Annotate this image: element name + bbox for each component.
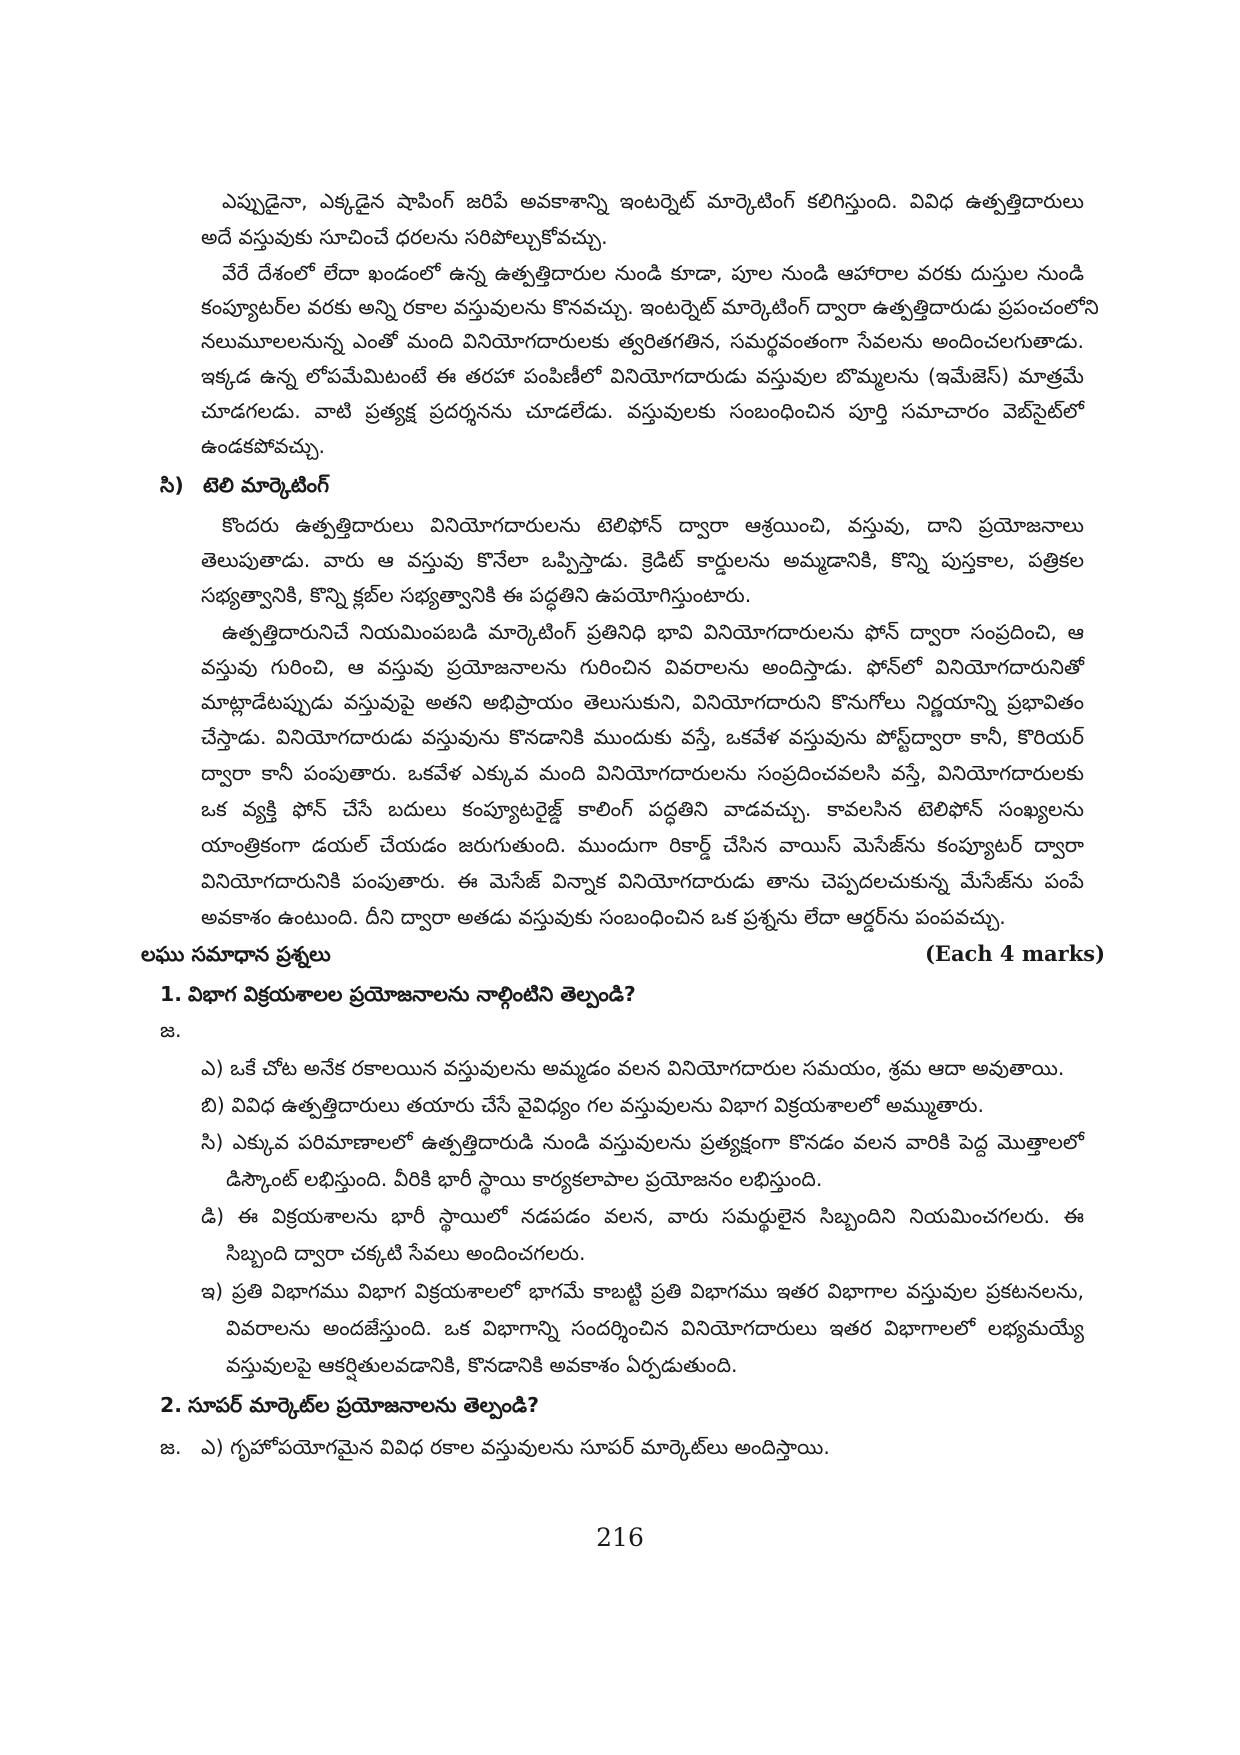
- question-1-answer-label: జ.: [160, 1018, 182, 1042]
- paragraph-4-line-2: వస్తువు గురించి, ఆ వస్తువు ప్రయోజనాలను గురించిన వివరాలను అందిస్తాడు. ఫోన్‌లో వినియోగదారునితో: [201, 655, 1084, 679]
- paragraph-1-line-1: ఎప్పుడైనా, ఎక్కడైన షాపింగ్ జరిపే అవకాశాన్ని ఇంటర్నెట్ మార్కెటింగ్ కలిగిస్తుంది. వివిధ ఉత్పత్తిదారులు: [222, 189, 1084, 213]
- paragraph-4-line-7: యాంత్రికంగా డయల్ చేయడం జరుగుతుంది. ముందుగా రికార్డ్ చేసిన వాయిస్ మెసేజ్‌ను కంప్యూటర్ ద్వారా: [201, 833, 1084, 857]
- q1-item-e-line-2: వివరాలను అందజేస్తుంది. ఒక విభాగాన్ని సందర్శించిన వినియోగదారులు ఇతర విభాగాలలో లభ్యమయ్యే: [226, 1316, 1084, 1340]
- paragraph-1-line-2: అదే వస్తువుకు సూచించే ధరలను సరిపోల్చుకోవచ్చు.: [201, 225, 608, 249]
- paragraph-4-line-6: ఒక వ్యక్తి ఫోన్ చేసే బదులు కంప్యూటరైజ్డ్ కాలింగ్ పద్ధతిని వాడవచ్చు. కావలసిన టెలిఫోన్ సంఖ్యలను: [201, 797, 1084, 821]
- q1-item-e-line-3: వస్తువులపై ఆకర్షితులవడానికి, కొనడానికి అవకాశం ఏర్పడుతుంది.: [226, 1353, 738, 1377]
- marks-note: (Each 4 marks): [925, 941, 1106, 966]
- paragraph-2-line-2: కంప్యూటర్‌ల వరకు అన్ని రకాల వస్తువులను కొనవచ్చు. ఇంటర్నెట్ మార్కెటింగ్ ద్వారా ఉత్పత్తిదారుడు ప్రపంచంలోని: [201, 295, 1099, 319]
- q1-item-c-line-1: సి) ఎక్కువ పరిమాణాలలో ఉత్పత్తిదారుడి నుండి వస్తువులను ప్రత్యక్షంగా కొనడం వలన వారికి పెద్ద మొత్తాలలో: [201, 1130, 1084, 1154]
- section-c-title: టెలి మార్కెటింగ్: [203, 473, 330, 497]
- paragraph-4-line-3: మాట్లాడేటప్పుడు వస్తువుపై అతని అభిప్రాయం తెలుసుకుని, వినియోగదారుని కొనుగోలు నిర్ణయాన్ని ప్రభావితం: [201, 690, 1084, 714]
- paragraph-2-line-6: ఉండకపోవచ్చు.: [201, 434, 326, 458]
- question-1-text: విభాగ విక్రయశాలల ప్రయోజనాలను నాల్గింటిని తెల్పండి?: [188, 982, 636, 1006]
- paragraph-4-line-8: వినియోగదారునికి పంపుతారు. ఈ మెసేజ్ విన్నాక వినియోగదారుడు తాను చెప్పదలచుకున్న మేసేజ్‌ను పంపే: [201, 869, 1084, 893]
- question-1-number: 1.: [160, 982, 183, 1006]
- short-answer-heading: లఘు సమాధాన ప్రశ్నలు: [141, 942, 331, 966]
- question-2-text: సూపర్ మార్కెట్‌ల ప్రయోజనాలను తెల్పండి?: [188, 1393, 539, 1417]
- q1-item-a: ఎ) ఒకే చోట అనేక రకాలయిన వస్తువులను అమ్మడం వలన వినియోగదారుల సమయం, శ్రమ ఆదా అవుతాయి.: [201, 1056, 1065, 1080]
- q1-item-d-line-1: డి) ఈ విక్రయశాలను భారీ స్థాయిలో నడపడం వలన, వారు సమర్థులైన సిబ్బందిని నియమించగలరు. ఈ: [201, 1204, 1084, 1228]
- paragraph-3-line-3: సభ్యత్వానికి, కొన్ని క్లబ్‌ల సభ్యత్వానికి ఈ పద్ధతిని ఉపయోగిస్తుంటారు.: [201, 583, 752, 607]
- q1-item-c-line-2: డిస్కౌంట్ లభిస్తుంది. వీరికి భారీ స్థాయి కార్యకలాపాల ప్రయోజనం లభిస్తుంది.: [226, 1167, 823, 1191]
- question-2-number: 2.: [160, 1393, 183, 1417]
- paragraph-2-line-4: ఇక్కడ ఉన్న లోపమేమిటంటే ఈ తరహా పంపిణీలో వినియోగదారుడు వస్తువుల బొమ్మలను (ఇమేజెస్) మాత్రమే: [201, 364, 1084, 388]
- q1-item-b: బి) వివిధ ఉత్పత్తిదారులు తయారు చేసే వైవిధ్యం గల వస్తువులను విభాగ విక్రయశాలలో అమ్ముతారు.: [201, 1093, 984, 1117]
- page-number: 216: [596, 1523, 644, 1552]
- paragraph-4-line-4: చేస్తాడు. వినియోగదారుడు వస్తువును కొనడానికి ముందుకు వస్తే, ఒకవేళ వస్తువును పోస్ట్‌ద్వారా కానీ, కొరియర్: [201, 725, 1084, 749]
- q2-item-a: ఎ) గృహోపయోగమైన వివిధ రకాల వస్తువులను సూపర్ మార్కెట్‌లు అందిస్తాయి.: [201, 1435, 830, 1459]
- section-c-label: సి): [160, 473, 184, 497]
- paragraph-2-line-5: చూడగలడు. వాటి ప్రత్యక్ష ప్రదర్శనను చూడలేడు. వస్తువులకు సంబంధించిన పూర్తి సమాచారం వెబ్‌సైట్‌లో: [201, 399, 1084, 423]
- question-2-answer-label: జ.: [160, 1435, 182, 1459]
- paragraph-3-line-2: తెలుపుతాడు. వారు ఆ వస్తువు కొనేలా ఒప్పిస్తాడు. క్రెడిట్ కార్డులను అమ్మడానికి, కొన్ని పుస్తకాల, పత్రికల: [201, 548, 1084, 572]
- paragraph-4-line-5: ద్వారా కానీ పంపుతారు. ఒకవేళ ఎక్కువ మంది వినియోగదారులను సంప్రదించవలసి వస్తే, వినియోగదారులకు: [201, 761, 1084, 785]
- paragraph-2-line-3: నలుమూలలనున్న ఎంతో మంది వినియోగదారులకు త్వరితగతిన, సమర్థవంతంగా సేవలను అందించలగుతాడు.: [201, 329, 1084, 353]
- paragraph-2-line-1: వేరే దేశంలో లేదా ఖండంలో ఉన్న ఉత్పత్తిదారుల నుండి కూడా, పూల నుండి ఆహారాల వరకు దుస్తుల నుండి: [222, 261, 1084, 285]
- q1-item-d-line-2: సిబ్బంది ద్వారా చక్కటి సేవలు అందించగలరు.: [226, 1241, 586, 1265]
- paragraph-4-line-1: ఉత్పత్తిదారునిచే నియమింపబడి మార్కెటింగ్ ప్రతినిధి భావి వినియోగదారులను ఫోన్ ద్వారా సంప్రదించి, ఆ: [222, 620, 1084, 644]
- paragraph-4-line-9: అవకాశం ఉంటుంది. దీని ద్వారా అతడు వస్తువుకు సంబంధించిన ఒక ప్రశ్నను లేదా ఆర్డర్‌ను పంపవచ్చు.: [201, 905, 1006, 929]
- paragraph-3-line-1: కొందరు ఉత్పత్తిదారులు వినియోగదారులను టెలిఫోన్ ద్వారా ఆశ్రయించి, వస్తువు, దాని ప్రయోజనాలు: [222, 513, 1084, 537]
- q1-item-e-line-1: ఇ) ప్రతి విభాగము విభాగ విక్రయశాలలో భాగమే కాబట్టి ప్రతి విభాగము ఇతర విభాగాల వస్తువుల ప్రకటనలను,: [201, 1279, 1084, 1303]
